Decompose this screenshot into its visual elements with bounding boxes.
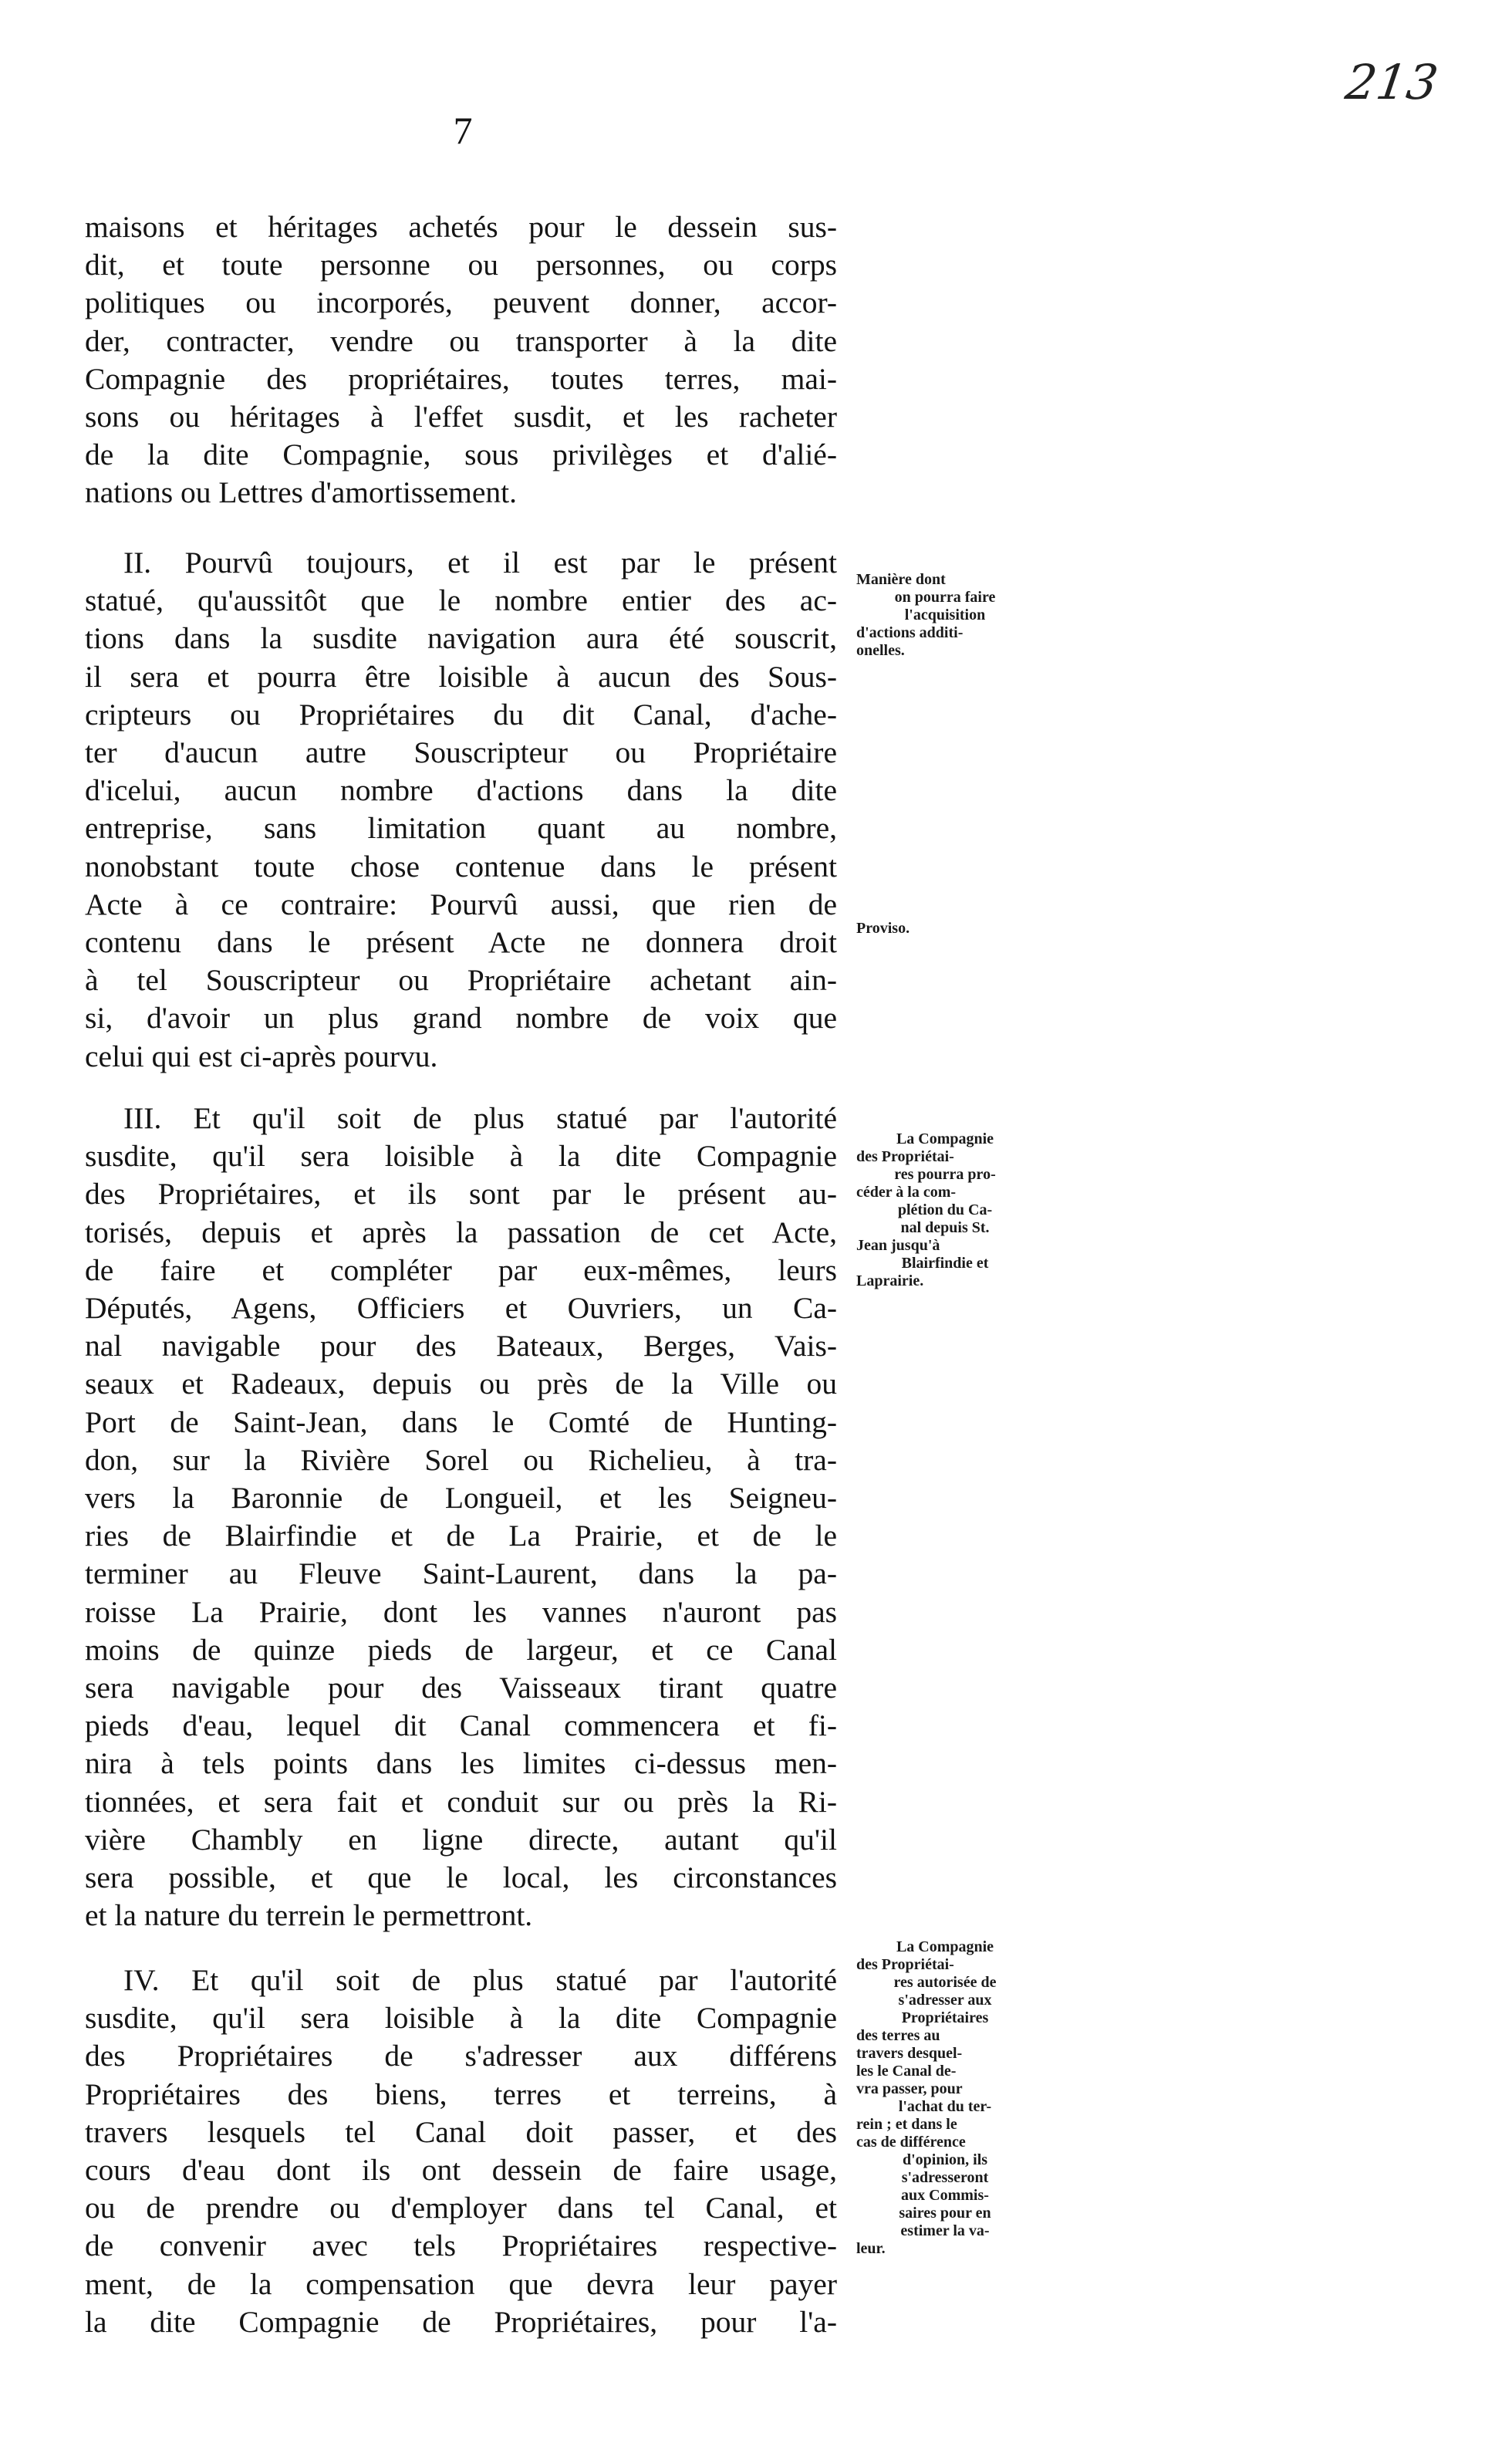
text-line: sons ou héritages à l'effet susdit, et les racheter bbox=[85, 400, 837, 434]
text-line: dit, et toute personne ou personnes, ou corps bbox=[85, 248, 837, 282]
text-line: nal navigable pour des Bateaux, Berges, Vais- bbox=[85, 1329, 837, 1363]
margin-note-line: Jean jusqu'à bbox=[856, 1237, 940, 1254]
margin-note-line: leur. bbox=[856, 2240, 886, 2257]
section-iii bbox=[85, 1100, 837, 1935]
section-iv bbox=[85, 1962, 837, 2341]
text-line: cours d'eau dont ils ont dessein de faire usage, bbox=[85, 2153, 837, 2188]
text-line: ter d'aucun autre Souscripteur ou Propriétaire bbox=[85, 735, 837, 770]
text-line: nations ou Lettres d'amortissement. bbox=[85, 475, 518, 510]
margin-note-line: l'acquisition bbox=[904, 607, 986, 623]
margin-note-line: plétion du Ca- bbox=[897, 1201, 993, 1218]
page-number: 7 bbox=[453, 109, 473, 152]
text-line: de convenir avec tels Propriétaires respective- bbox=[85, 2229, 837, 2263]
margin-note-line: estimer la va- bbox=[900, 2222, 990, 2239]
margin-note-land-purchase bbox=[856, 1938, 1034, 2258]
text-line: susdite, qu'il sera loisible à la dite Compagnie bbox=[85, 1139, 837, 1174]
margin-note-line: res pourra pro- bbox=[894, 1166, 996, 1183]
margin-note-line: on pourra faire bbox=[894, 589, 996, 606]
text-line: des Propriétaires de s'adresser aux différens bbox=[85, 2039, 837, 2073]
text-line: à tel Souscripteur ou Propriétaire achetant ain- bbox=[85, 963, 837, 998]
margin-note-line: cas de différence bbox=[856, 2134, 966, 2151]
margin-note-line: Propriétaires bbox=[901, 2009, 989, 2026]
text-line: IV. Et qu'il soit de plus statué par l'autorité bbox=[123, 1963, 837, 1997]
text-line: politiques ou incorporés, peuvent donner, accor- bbox=[85, 286, 837, 320]
section-ii bbox=[85, 544, 837, 1076]
text-line: don, sur la Rivière Sorel ou Richelieu, à tra- bbox=[85, 1442, 837, 1477]
text-line: de faire et compléter par eux-mêmes, leurs bbox=[85, 1252, 837, 1287]
text-line: roisse La Prairie, dont les vannes n'auront pas bbox=[85, 1594, 837, 1629]
margin-note-acquisition bbox=[856, 571, 1034, 660]
text-line: Propriétaires des biens, terres et terreins, à bbox=[85, 2076, 837, 2111]
margin-note-line: travers desquel- bbox=[856, 2045, 963, 2062]
text-line: nonobstant toute chose contenue dans le présent bbox=[85, 849, 837, 884]
text-line: sera possible, et que le local, les circonstances bbox=[85, 1860, 837, 1895]
text-line: d'icelui, aucun nombre d'actions dans la dite bbox=[85, 773, 837, 808]
text-line: terminer au Fleuve Saint-Laurent, dans la pa- bbox=[85, 1556, 837, 1591]
continuation-paragraph bbox=[85, 208, 837, 512]
text-line: cripteurs ou Propriétaires du dit Canal, d'ache- bbox=[85, 697, 837, 732]
margin-note-canal-completion bbox=[856, 1130, 1034, 1290]
text-line: ment, de la compensation que devra leur payer bbox=[85, 2266, 837, 2301]
text-line: ries de Blairfindie et de La Prairie, et de le bbox=[85, 1519, 837, 1553]
text-line: pieds d'eau, lequel dit Canal commencera et fi- bbox=[85, 1708, 837, 1743]
margin-note-line: res autorisée de bbox=[893, 1974, 997, 1991]
text-line: moins de quinze pieds de largeur, et ce Canal bbox=[85, 1632, 837, 1667]
margin-note-line: les le Canal de- bbox=[856, 2063, 957, 2080]
margin-note-line: Proviso. bbox=[856, 920, 910, 937]
margin-note-line: onelles. bbox=[856, 642, 905, 659]
margin-note-line: des terres au bbox=[856, 2027, 940, 2044]
text-line: des Propriétaires, et ils sont par le présent au- bbox=[85, 1177, 837, 1211]
text-line: entreprise, sans limitation quant au nombre, bbox=[85, 811, 837, 846]
text-line: vers la Baronnie de Longueil, et les Seigneu- bbox=[85, 1481, 837, 1516]
text-line: Députés, Agens, Officiers et Ouvriers, un Ca- bbox=[85, 1291, 837, 1326]
text-line: torisés, depuis et après la passation de cet Acte, bbox=[85, 1215, 837, 1249]
text-line: Compagnie des propriétaires, toutes terres, mai- bbox=[85, 361, 837, 396]
margin-note-line: saires pour en bbox=[899, 2205, 991, 2222]
text-line: der, contracter, vendre ou transporter à la dite bbox=[85, 323, 837, 358]
text-line: celui qui est ci-après pourvu. bbox=[85, 1039, 438, 1073]
text-line: statué, qu'aussitôt que le nombre entier des ac- bbox=[85, 583, 837, 618]
text-line: susdite, qu'il sera loisible à la dite Compagnie bbox=[85, 2001, 837, 2036]
text-line: la dite Compagnie de Propriétaires, pour l'a- bbox=[85, 2304, 837, 2339]
margin-note-line: rein ; et dans le bbox=[856, 2116, 957, 2133]
text-line: II. Pourvû toujours, et il est par le présent bbox=[123, 546, 837, 580]
margin-note-proviso bbox=[856, 920, 1034, 938]
text-line: maisons et héritages achetés pour le dessein sus- bbox=[85, 210, 837, 244]
margin-note-line: vra passer, pour bbox=[856, 2080, 963, 2097]
text-line: et la nature du terrein le permettront. bbox=[85, 1898, 533, 1933]
text-line: il sera et pourra être loisible à aucun des Sous- bbox=[85, 659, 837, 694]
text-line: tions dans la susdite navigation aura été souscrit, bbox=[85, 621, 837, 656]
margin-note-line: céder à la com- bbox=[856, 1184, 957, 1201]
text-line: de la dite Compagnie, sous privilèges et d'alié- bbox=[85, 438, 837, 472]
margin-note-line: s'adresser aux bbox=[898, 1992, 992, 2009]
text-line: nira à tels points dans les limites ci-dessus men- bbox=[85, 1746, 837, 1781]
margin-note-line: nal depuis St. bbox=[900, 1219, 990, 1236]
margin-note-line: Blairfindie et bbox=[901, 1255, 989, 1272]
margin-note-line: aux Commis- bbox=[901, 2187, 989, 2204]
margin-note-line: d'opinion, ils bbox=[902, 2151, 988, 2168]
margin-note-line: s'adresseront bbox=[901, 2169, 989, 2186]
text-line: vière Chambly en ligne directe, autant qu'il bbox=[85, 1822, 837, 1857]
margin-note-line: Laprairie. bbox=[856, 1272, 924, 1289]
text-line: III. Et qu'il soit de plus statué par l'autorité bbox=[123, 1101, 837, 1135]
text-line: seaux et Radeaux, depuis ou près de la Ville ou bbox=[85, 1367, 837, 1401]
handwritten-folio-number: 213 bbox=[1342, 54, 1442, 110]
text-line: sera navigable pour des Vaisseaux tirant quatre bbox=[85, 1671, 837, 1705]
margin-note-line: l'achat du ter- bbox=[898, 2098, 992, 2115]
margin-note-line: des Propriétai- bbox=[856, 1956, 954, 1973]
margin-note-line: La Compagnie bbox=[896, 1130, 994, 1147]
text-line: si, d'avoir un plus grand nombre de voix que bbox=[85, 1001, 837, 1036]
margin-note-line: Manière dont bbox=[856, 571, 946, 588]
text-line: Port de Saint-Jean, dans le Comté de Hunting- bbox=[85, 1404, 837, 1439]
text-line: contenu dans le présent Acte ne donnera droit bbox=[85, 925, 837, 960]
margin-note-line: La Compagnie bbox=[896, 1938, 994, 1955]
text-line: Acte à ce contraire: Pourvû aussi, que rien de bbox=[85, 887, 837, 921]
margin-note-line: d'actions additi- bbox=[856, 624, 964, 641]
text-line: ou de prendre ou d'employer dans tel Canal, et bbox=[85, 2191, 837, 2225]
margin-note-line: des Propriétai- bbox=[856, 1148, 954, 1165]
text-line: travers lesquels tel Canal doit passer, et des bbox=[85, 2114, 837, 2149]
text-line: tionnées, et sera fait et conduit sur ou près la Ri- bbox=[85, 1784, 837, 1819]
